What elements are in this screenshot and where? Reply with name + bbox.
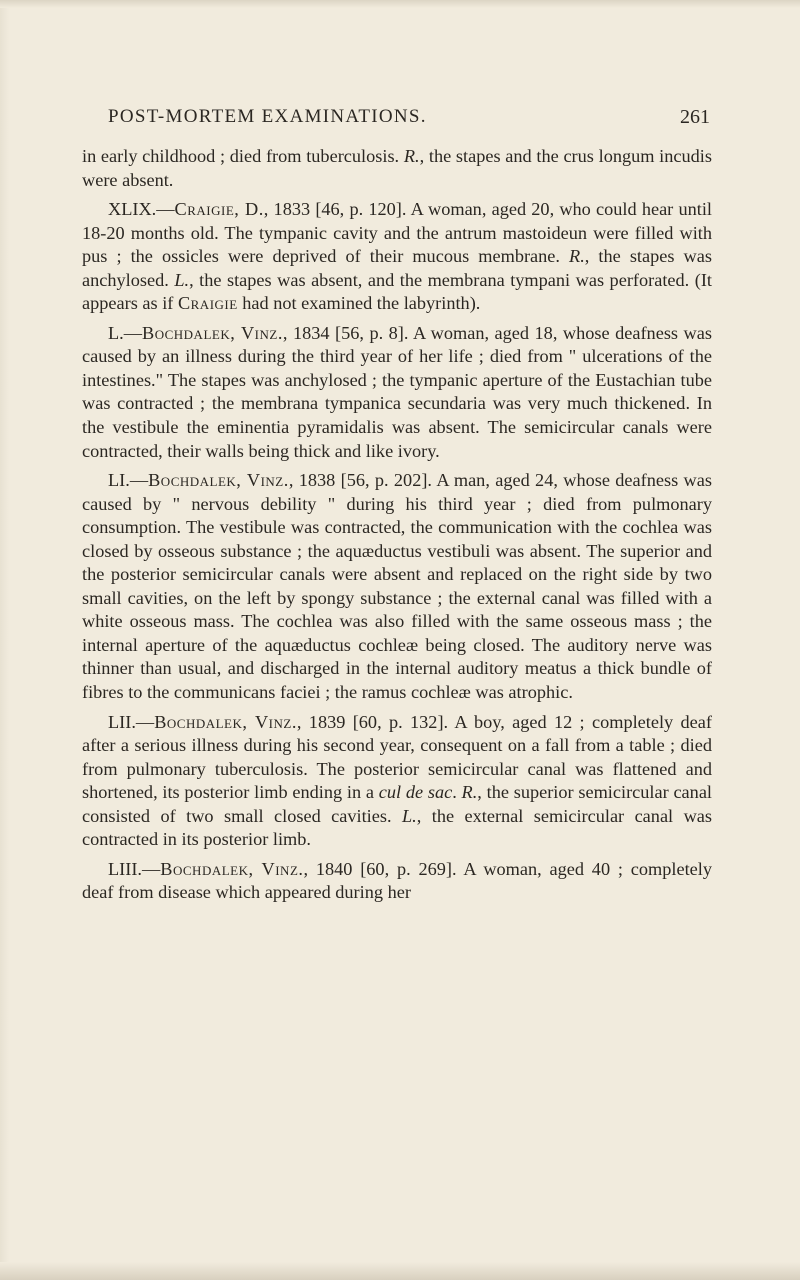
case-numeral: LIII.— [108, 858, 161, 879]
case-citation: , 1839 [60, p. 132]. [296, 711, 449, 732]
case-text: A boy, aged 12 ; completely deaf after a serious illness during his second year, consequent on a fall from a table ; died from pulmonary tuberculosis. The posterior semicircular canal was flattened and shortened, its posterior limb ending in a [82, 711, 712, 803]
case-citation: , 1834 [56, p. 8]. [282, 322, 409, 343]
body-text [82, 145, 712, 911]
author-reference: Craigie [177, 293, 238, 314]
side-left-abbrev: L. [401, 805, 417, 826]
case-text: A woman, aged 40 ; completely deaf from disease which appeared during her [82, 858, 712, 903]
case-author: Bochdalek, Vinz. [160, 858, 304, 879]
case-entry-xlix [82, 198, 712, 316]
case-numeral: LI.— [108, 470, 149, 491]
case-text: A woman, aged 20, who could hear until 18-20 months old. The tympanic cavity and the antrum mastoideun were filled with pus ; the ossicles were deprived of their mucous membrane. [82, 199, 712, 267]
case-text: , the superior semicircular canal consisted of two small closed cavities. [82, 782, 713, 826]
continuation-paragraph [82, 145, 712, 192]
case-author: Craigie, D. [174, 199, 264, 220]
side-right-abbrev: R. [569, 246, 585, 267]
side-right-abbrev: R. [403, 146, 420, 166]
case-numeral: LII.— [108, 711, 155, 732]
page-edge-bottom [0, 1262, 800, 1280]
case-text: , the stapes was anchylosed. [82, 246, 712, 290]
case-author: Bochdalek, Vinz. [148, 470, 289, 491]
cul-de-sac-term: cul de sac [378, 782, 453, 803]
case-text: , the external semicircular canal was contracted in its posterior limb. [82, 805, 712, 850]
case-text: A man, aged 24, whose deafness was caused by " nervous debility " during his third year ; died from pulmonary consumption. The vestibule was contracted, the communication with the cochlea was closed by osseous substance ; the aquæductus vestibuli was absent. The superior and the posterior semicircular canals were absent and replaced on the right side by two small cavities, on the left by spongy substance ; the external canal was filled with a white osseous mass. The cochlea was also filled with the same osseous mass ; the internal aperture of the aquæductus cochleæ being closed. The auditory nerve was thinner than usual, and discharged in the internal auditory meatus a thick bundle of fibres to the communicans faciei ; the ramus cochleæ was atrophic. [82, 470, 712, 703]
side-right-abbrev: R. [461, 782, 478, 803]
continuation-text-b: , the stapes and the crus longum incudis were absent. [82, 146, 712, 190]
case-citation: , 1838 [56, p. 202]. [288, 470, 432, 491]
case-entry-li [82, 469, 712, 704]
case-text: A woman, aged 18, whose deafness was caused by an illness during the third year of her life ; died from " ulcerations of the intestines." The stapes was anchylosed ; the tympanic aperture of the Eustachian tube was contracted ; the membrana tympanica secundaria was very much thickened. In the vestibule the eminentia pyramidalis was absent. The semicircular canals were contracted, their walls being thick and like ivory. [82, 322, 712, 461]
page-edge-left [0, 0, 9, 1280]
page-edge-top [0, 0, 800, 8]
continuation-text-a: in early childhood ; died from tuberculosis. [82, 146, 404, 166]
case-text: , the stapes was absent, and the membrana tympani was perforated. (It appears as if [82, 269, 712, 314]
page-number: 261 [680, 106, 710, 128]
running-head: POST-MORTEM EXAMINATIONS. [108, 106, 427, 127]
case-citation: , 1840 [60, p. 269]. [303, 858, 457, 879]
case-entry-lii [82, 711, 712, 852]
case-text: . [452, 782, 462, 803]
case-text: had not examined the labyrinth). [237, 293, 481, 314]
case-author: Bochdalek, Vinz. [142, 322, 283, 343]
case-citation: , 1833 [46, p. 120]. [263, 199, 407, 220]
case-entry-l [82, 322, 712, 463]
case-numeral: XLIX.— [108, 199, 175, 220]
side-left-abbrev: L. [174, 269, 190, 290]
page-header [108, 102, 710, 132]
case-author: Bochdalek, Vinz. [154, 711, 297, 732]
case-numeral: L.— [108, 322, 143, 343]
case-entry-liii [82, 858, 712, 905]
